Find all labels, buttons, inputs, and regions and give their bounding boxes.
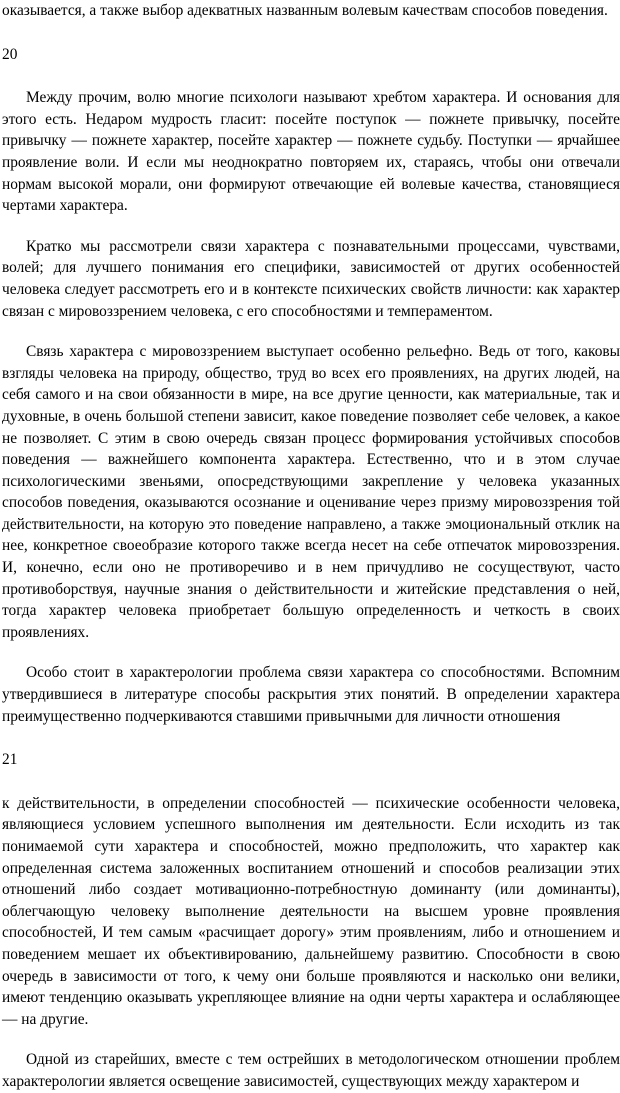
spacer (2, 22, 620, 44)
spacer (2, 643, 620, 662)
spacer (2, 217, 620, 236)
spacer (2, 65, 620, 87)
document-page (2, 0, 620, 1093)
spacer (2, 322, 620, 341)
paragraph-oldest-problem: Одной из старейших, вместе с тем острейших в методологическом отношении проблем характерологии является освещение зависимостей, существующих между характером и (2, 1051, 620, 1090)
paragraph-worldview: Связь характера с мировоззрением выступает особенно рельефно. Ведь от того, каковы взгляды человека на природу, общество, труд во всех его проявлениях, на других людей, на себя самого и на свои обязанности в мире, на все другие ценности, как материальные, так и духовные, в очень большой степени зависит, какое поведение позволяет себе человек, а какое не позволяет. С этим в свою очередь связан процесс формирования устойчивых способов поведения — важнейшего компонента характера. Естественно, что и в этом случае психологическими звеньями, опосредствующими закрепление у человека указанных способов поведения, оказываются осознание и оценивание через призму мировоззрения той действительности, на которую это поведение направлено, а также эмоциональный отклик на нее, конкретное своеобразие которого также всегда несет на себе отпечаток мировоззрения. И, конечно, если оно не противоречиво и в нем причудливо не сосуществуют, часто противоборствуя, научные знания о действительности и житейские представления о ней, тогда характер человека приобретает большую определенность и четкость в своих проявлениях. (2, 343, 620, 641)
paragraph-abilities: Особо стоит в характерологии проблема связи характера со способностями. Вспомним утвердившиеся в литературе способы раскрытия этих понятий. В определении характера преимущественно подчеркиваются ставшими привычными для личности отношения (2, 664, 620, 725)
page-number-21: 21 (2, 751, 18, 769)
paragraph-continuation-reality: к действительности, в определении способностей — психические особенности человека, являющиеся условием успешного выполнения им деятельности. Если исходить из так понимаемой сути характера и способностей, можно предположить, что характер как определенная система заложенных воспитанием отношений и способов реализации этих отношений либо создает мотивационно-потребностную доминанту (или доминанты), облегчающую человеку выполнение деятельности на высшем уровне проявления способностей, И тем самым «расчищает дорогу» этим проявлениям, либо и отношением и поведением мешает их объективированию, дальнейшему развитию. Способности в свою очередь в зависимости от того, к чему они больше проявляются и насколько они велики, имеют тенденцию оказывать укрепляющее влияние на одни черты характера и ослабляющее — на другие. (2, 794, 620, 1028)
spacer (2, 1030, 620, 1049)
paragraph-will-backbone: Между прочим, волю многие психологи называют хребтом характера. И основания для этого есть. Недаром мудрость гласит: посейте поступок — пожнете привычку, посейте привычку — пожнете характер, посейте характер — пожнете судьбу. Поступки — ярчайшее проявление воли. И если мы неоднократно повторяем их, стараясь, чтобы они отвечали нормам высокой морали, они формируют отвечающие ей волевые качества, становящиеся чертами характера. (2, 89, 620, 215)
paragraph-continuation-top: оказывается, а также выбор адекватных названным волевым качествам способов поведения. (2, 2, 608, 19)
page-number-20: 20 (2, 45, 18, 63)
spacer (2, 727, 620, 749)
paragraph-summary-links: Кратко мы рассмотрели связи характера с познавательными процессами, чувствами, волей; для лучшего понимания его специфики, зависимостей от других особенностей человека следует рассмотреть его и в контексте психических свойств личности: как характер связан с мировоззрением человека, с его способностями и темпераментом. (2, 237, 620, 320)
spacer (2, 771, 620, 793)
